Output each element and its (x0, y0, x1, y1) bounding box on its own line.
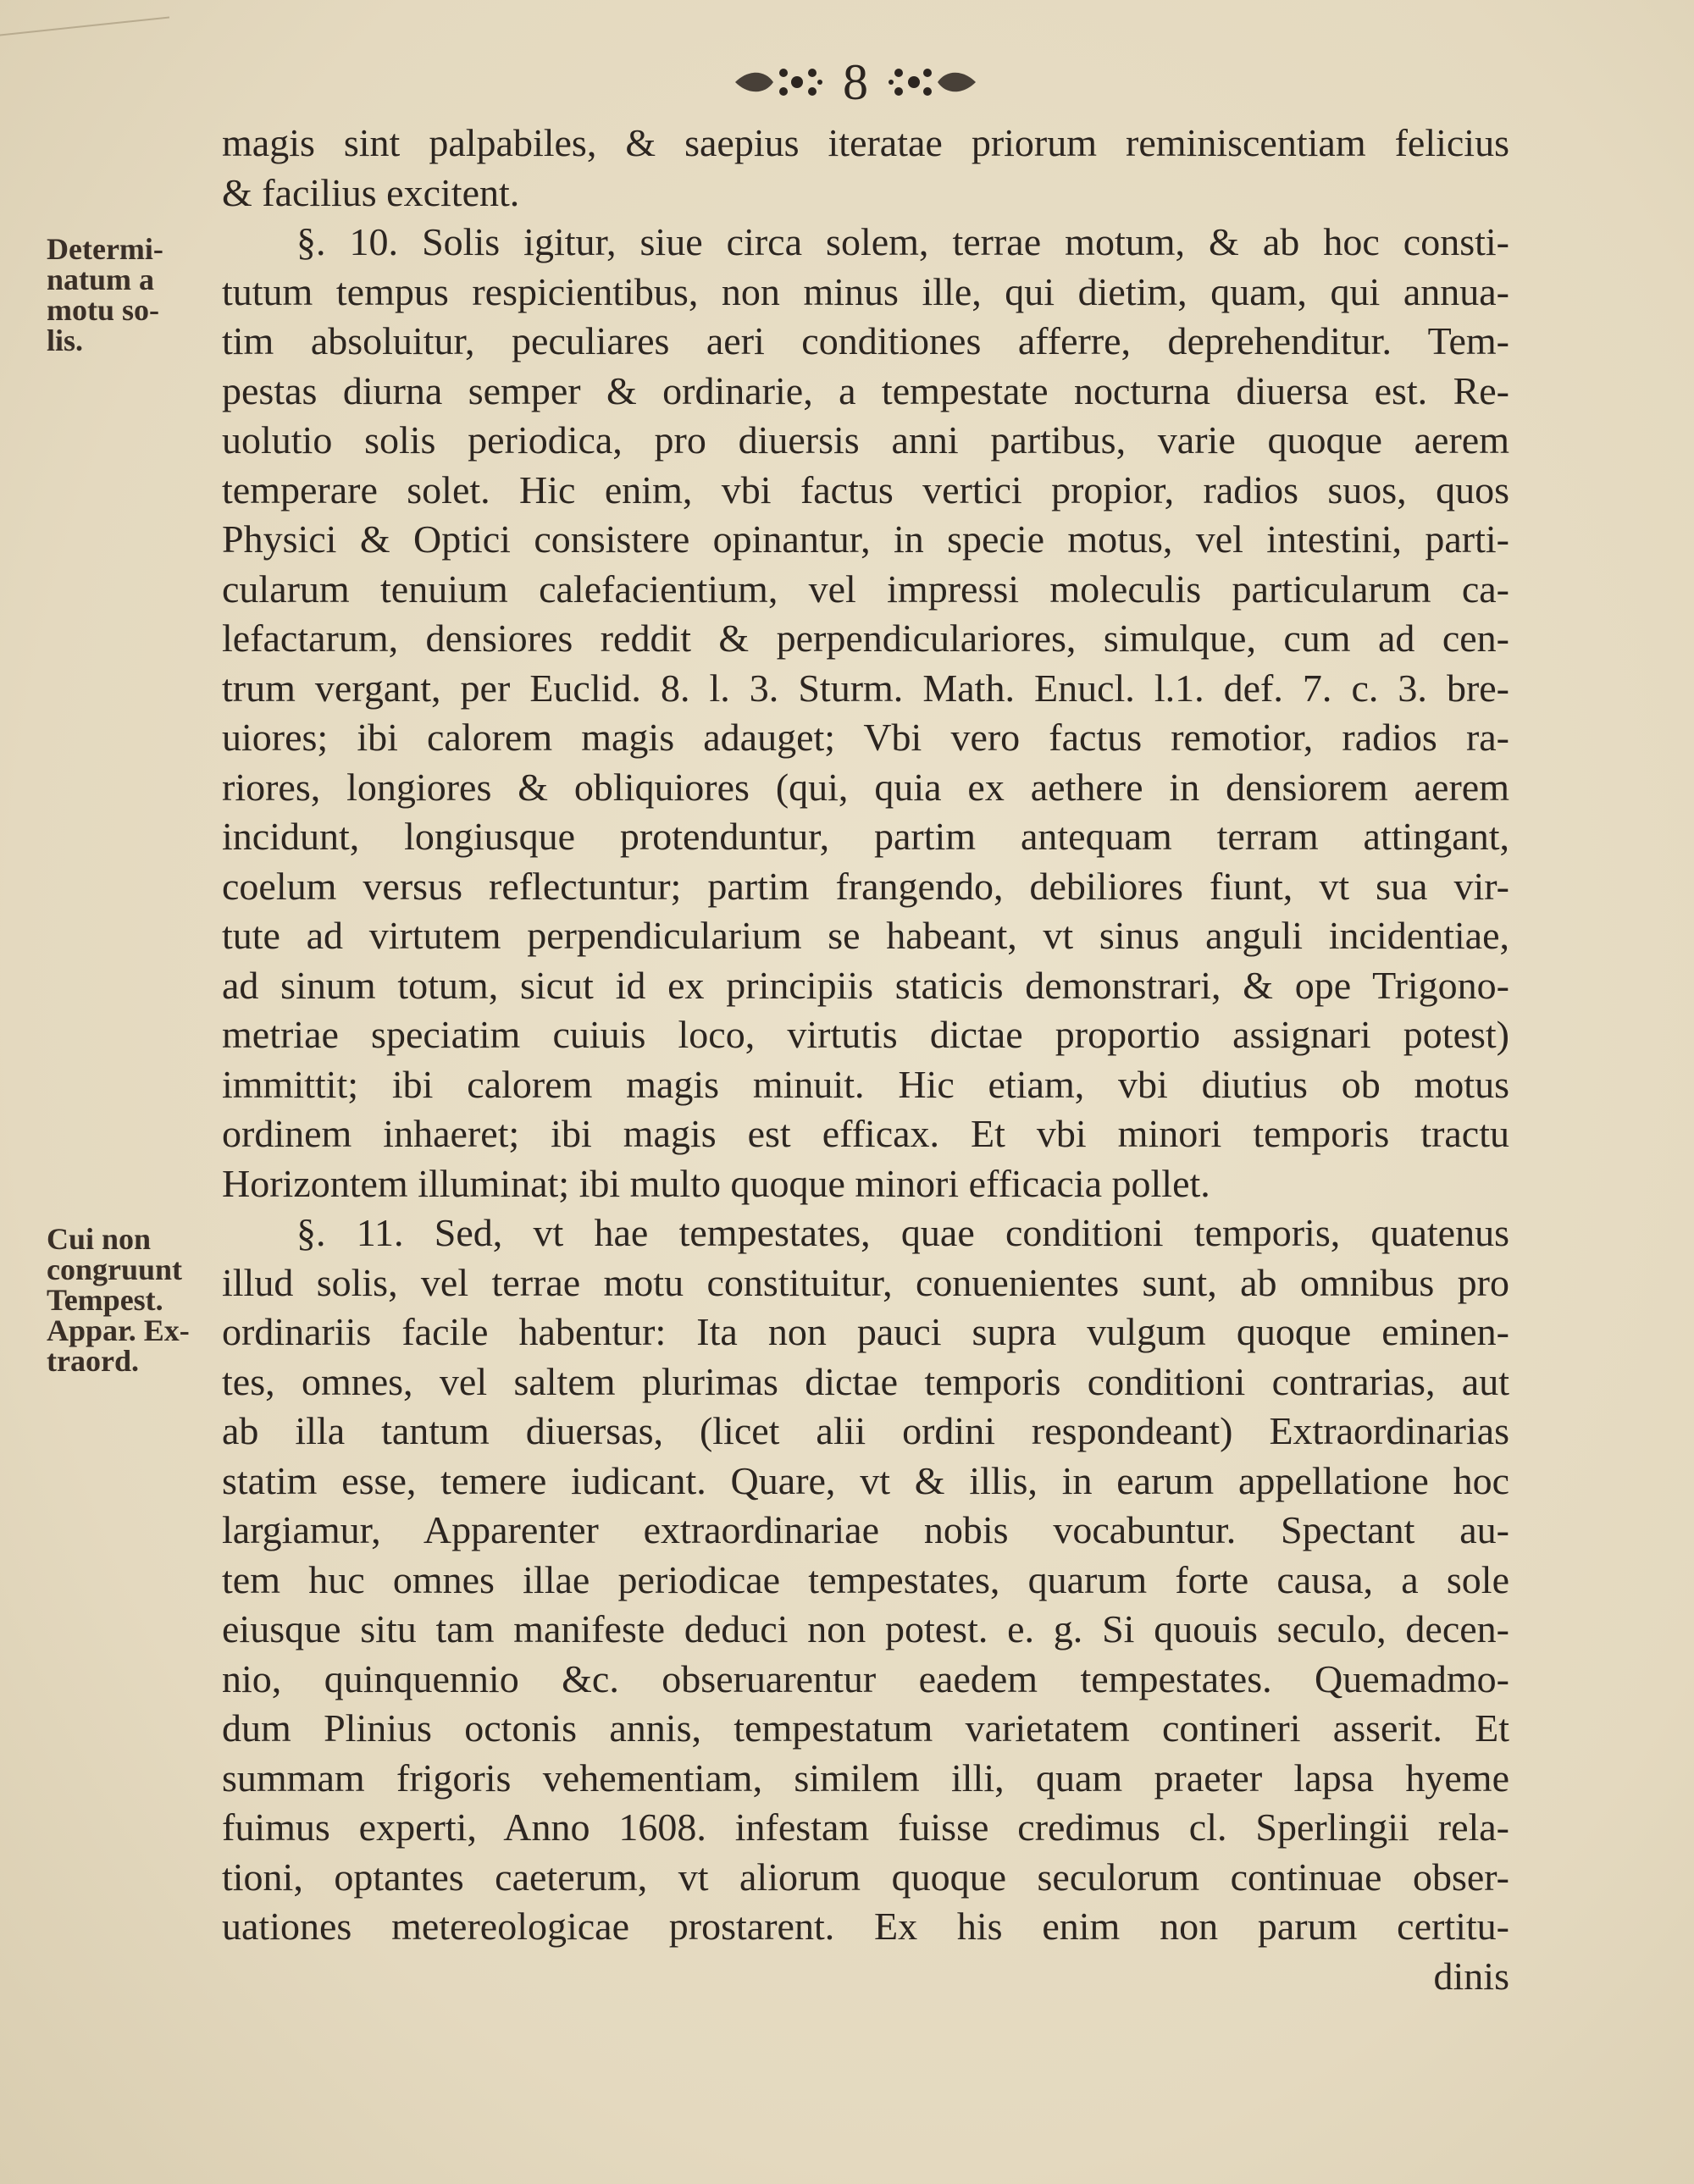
text-line: tim absoluitur, peculiares aeri conditiones afferre, deprehenditur. Tem- (222, 319, 1509, 362)
text-line: illud solis, vel terrae motu constituitur, conuenientes sunt, ab omnibus pro (222, 1260, 1509, 1304)
text-line: uationes metereologicae prostarent. Ex his enim non parum certitu- (222, 1905, 1509, 1948)
text-line: & facilius excitent. (222, 170, 520, 214)
section-10-start: §. 10. Solis igitur, siue circa solem, terrae motum, & ab hoc consti- (296, 220, 1509, 263)
margin-note-line: traord. (47, 1344, 139, 1378)
text-line: eiusque situ tam manifeste deduci non potest. e. g. Si quouis seculo, decen- (222, 1607, 1509, 1650)
margin-note-line: Determi- (47, 232, 163, 266)
text-line: statim esse, temere iudicant. Quare, vt & illis, in earum appellatione hoc (222, 1458, 1509, 1502)
text-line: pestas diurna semper & ordinarie, a tempestate nocturna diuersa est. Re- (222, 368, 1509, 412)
text-line: tioni, optantes caeterum, vt aliorum quoque seculorum continuae obser- (222, 1855, 1509, 1899)
page-header (728, 53, 983, 112)
text-line: ad sinum totum, sicut id ex principiis staticis demonstrari, & ope Trigono- (222, 963, 1509, 1007)
text-line: uiores; ibi calorem magis adauget; Vbi vero factus remotior, radios ra- (222, 716, 1509, 759)
text-line: riores, longiores & obliquiores (qui, quia ex aethere in densiorem aerem (222, 765, 1509, 809)
text-line: tutum tempus respicientibus, non minus ille, qui dietim, quam, qui annua- (222, 269, 1509, 313)
text-line: nio, quinquennio &c. obseruarentur eaedem tempestates. Quemadmo- (222, 1656, 1509, 1700)
text-line: lefactarum, densiores reddit & perpendiculariores, simulque, cum ad cen- (222, 616, 1509, 660)
margin-note-2 (47, 1224, 216, 1376)
text-line: incidunt, longiusque protenduntur, partim antequam terram attingant, (222, 815, 1509, 858)
margin-note-line: Appar. Ex- (47, 1313, 190, 1347)
text-line: magis sint palpabiles, & saepius iteratae priorum reminiscentiam felicius (222, 121, 1509, 164)
ornament-right-icon (887, 61, 980, 103)
text-line: fuimus experti, Anno 1608. infestam fuisse credimus cl. Sperlingii rela- (222, 1805, 1509, 1849)
text-line: dum Plinius octonis annis, tempestatum varietatem contineri asserit. Et (222, 1706, 1509, 1750)
text-line: coelum versus reflectuntur; partim frangendo, debiliores fiunt, vt sua vir- (222, 864, 1509, 908)
margin-note-line: natum a (47, 263, 155, 296)
text-line: tute ad virtutem perpendicularium se habeant, vt sinus anguli incidentiae, (222, 914, 1509, 957)
text-line: Horizontem illuminat; ibi multo quoque minori efficacia pollet. (222, 1161, 1210, 1205)
pencil-mark (0, 0, 169, 36)
text-line: largiamur, Apparenter extraordinariae nobis vocabuntur. Spectant au- (222, 1508, 1509, 1551)
margin-note-line: Cui non (47, 1222, 152, 1256)
text-line: tem huc omnes illae periodicae tempestates, quarum forte causa, a sole (222, 1557, 1509, 1601)
section-11-start: §. 11. Sed, vt hae tempestates, quae conditioni temporis, quatenus (296, 1211, 1509, 1254)
text-line: temperare solet. Hic enim, vbi factus vertici propior, radios suos, quos (222, 467, 1509, 511)
page-number: 8 (843, 54, 868, 110)
margin-note-1 (47, 234, 216, 356)
text-line: ordinariis facile habentur: Ita non pauci supra vulgum quoque eminen- (222, 1310, 1509, 1353)
text-line: ab illa tantum diuersas, (licet alii ordini respondeant) Extraordinarias (222, 1409, 1509, 1452)
body-text (222, 119, 1509, 2001)
text-line: immittit; ibi calorem magis minuit. Hic etiam, vbi diutius ob motus (222, 1062, 1509, 1106)
text-line: tes, omnes, vel saltem plurimas dictae temporis conditioni contrarias, aut (222, 1359, 1509, 1403)
margin-note-line: Tempest. (47, 1283, 163, 1317)
text-line: Physici & Optici consistere opinantur, in specie motus, vel intestini, parti- (222, 517, 1509, 561)
text-line: summam frigoris vehementiam, similem illi, quam praeter lapsa hyeme (222, 1755, 1509, 1800)
ornament-left-icon (731, 61, 824, 103)
text-line: metriae speciatim cuiuis loco, virtutis dictae proportio assignari potest) (222, 1013, 1509, 1056)
text-line: uolutio solis periodica, pro diuersis anni partibus, varie quoque aerem (222, 418, 1509, 462)
margin-note-line: congruunt (47, 1252, 183, 1286)
text-line: trum vergant, per Euclid. 8. l. 3. Sturm. Math. Enucl. l.1. def. 7. c. 3. bre- (222, 666, 1509, 710)
text-line: ordinem inhaeret; ibi magis est efficax. Et vbi minori temporis tractu (222, 1112, 1509, 1155)
margin-note-line: motu so- (47, 293, 159, 327)
catchword: dinis (1433, 1954, 1509, 1998)
text-line: cularum tenuium calefacientium, vel impressi moleculis particularum ca- (222, 567, 1509, 611)
margin-note-line: lis. (47, 323, 84, 357)
